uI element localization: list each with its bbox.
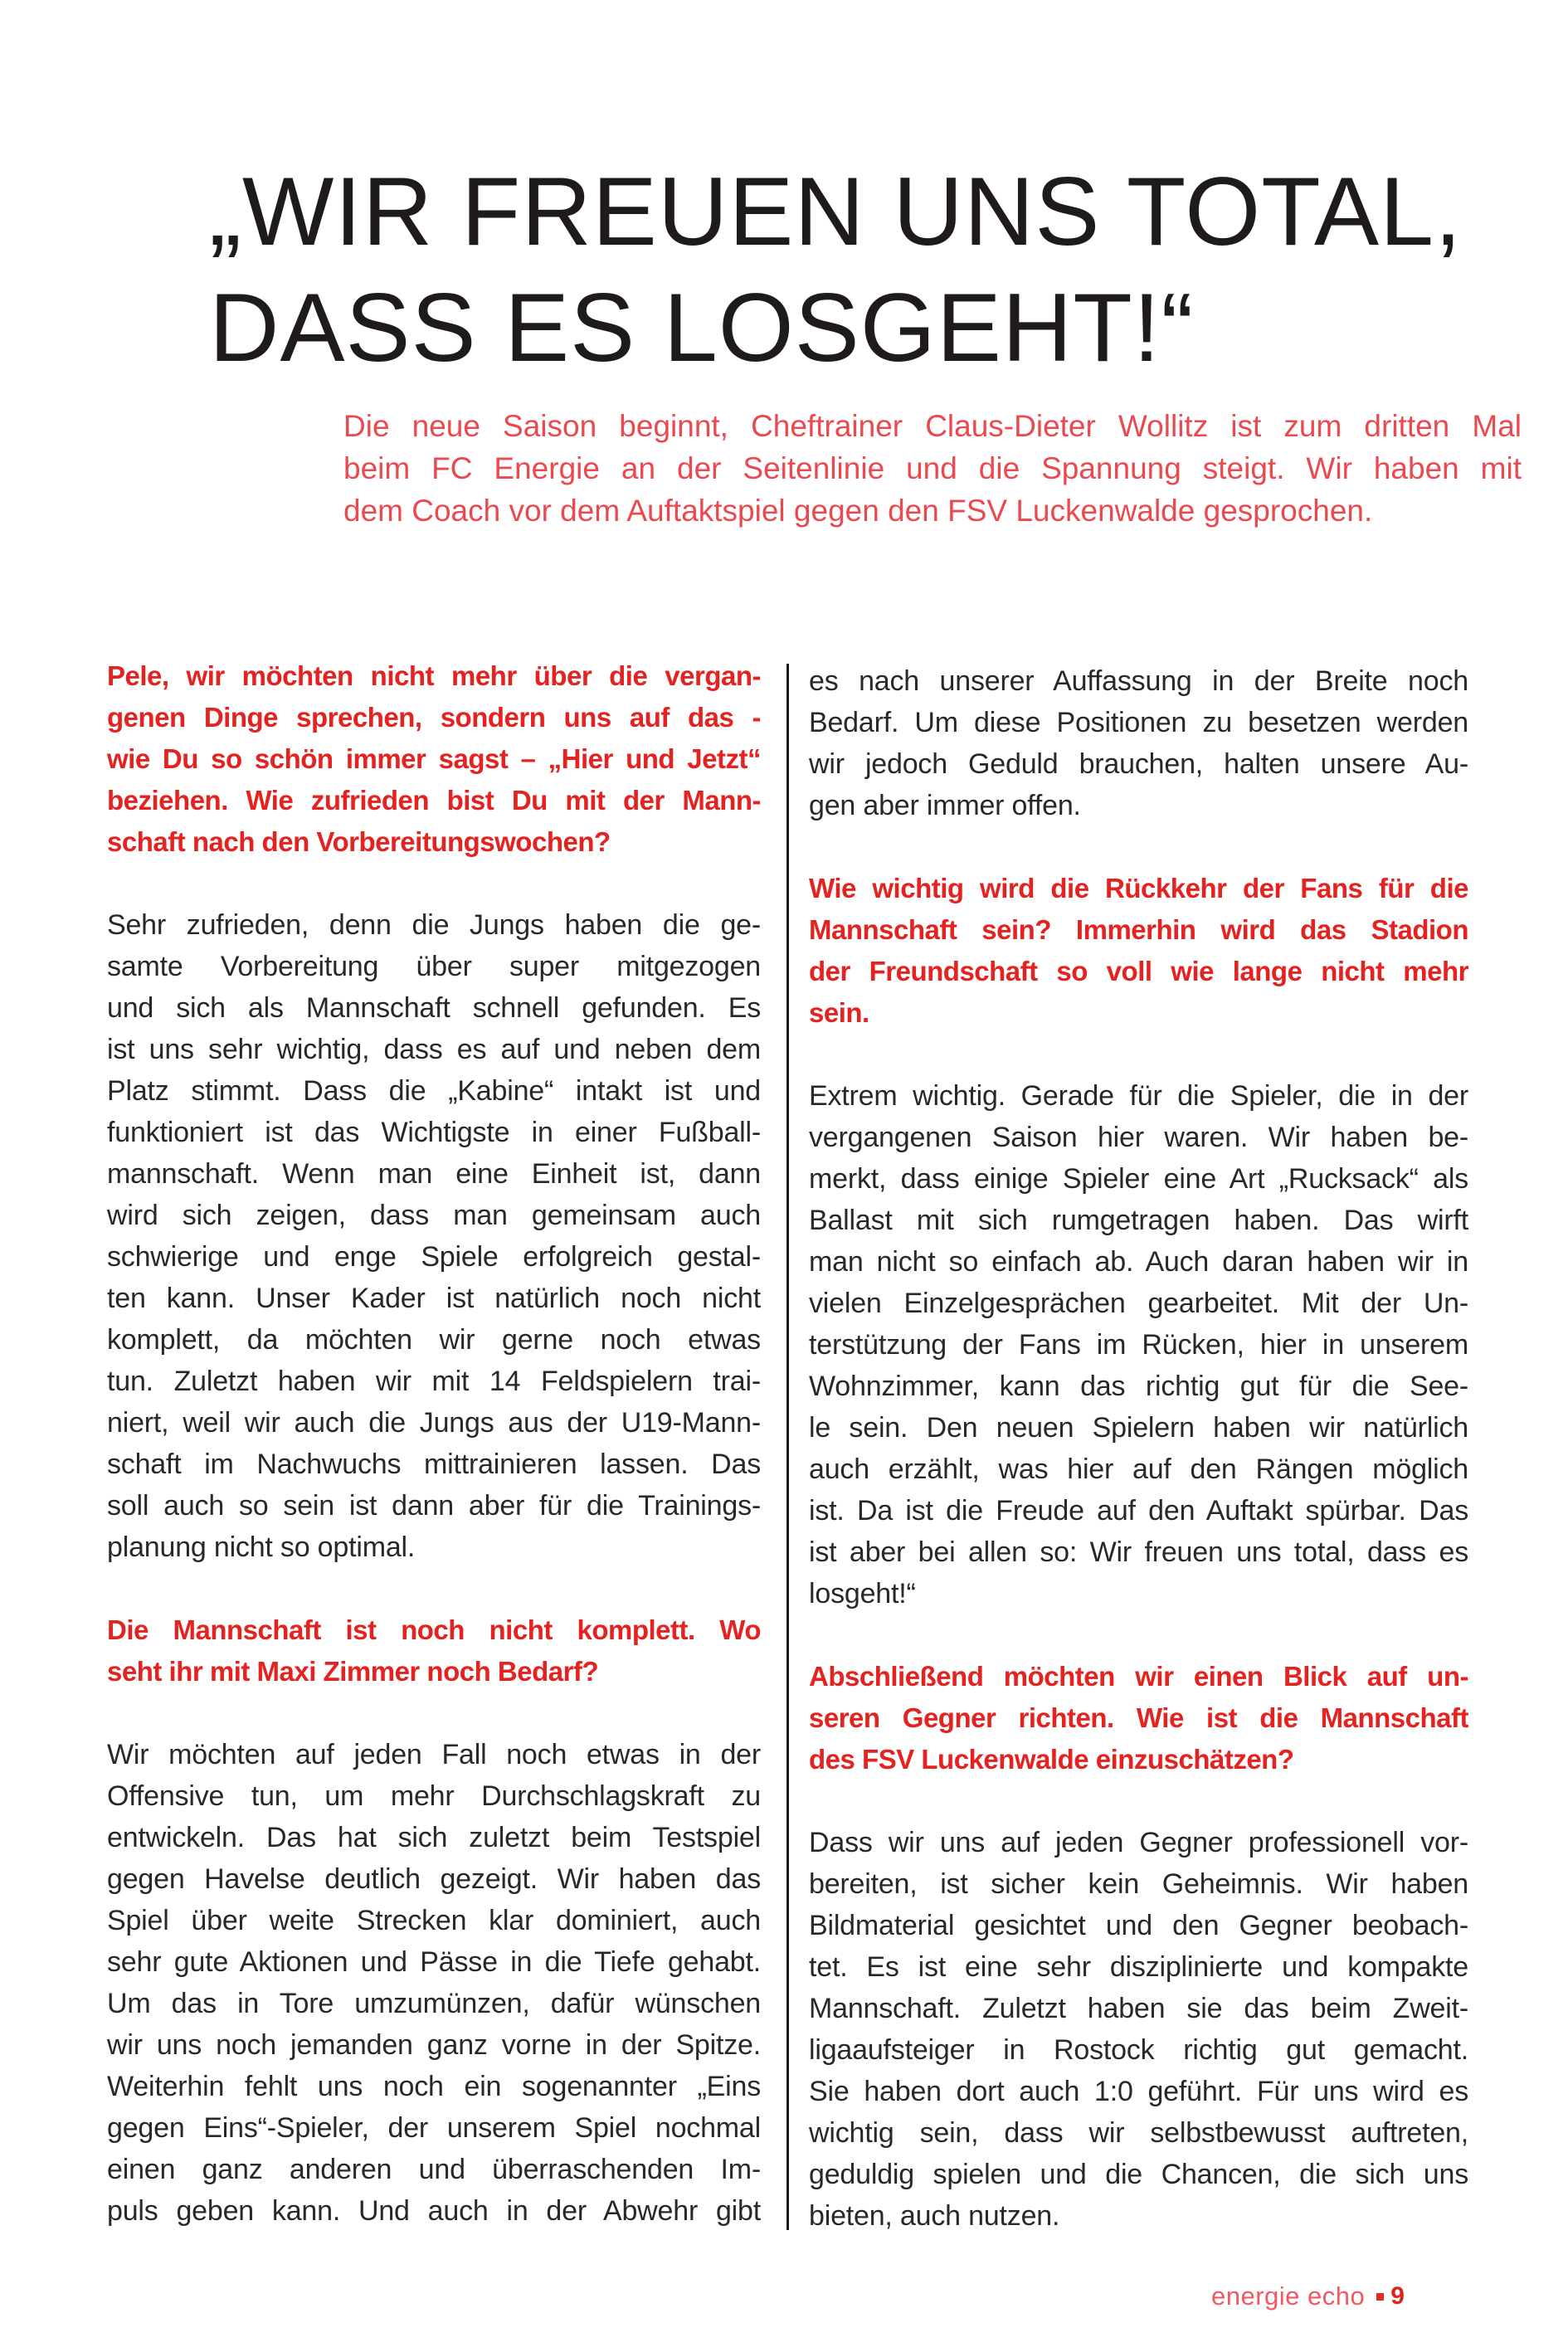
text-line: ligaaufsteiger in Rostock richtig gut gemacht. — [809, 2034, 1468, 2066]
page-footer — [1211, 2280, 1405, 2313]
text-line: und sich als Mannschaft schnell gefunden. Es — [107, 992, 761, 1024]
text-line: le sein. Den neuen Spielern haben wir natürlich — [809, 1412, 1468, 1444]
headline — [209, 153, 1463, 386]
question-paragraph — [809, 1656, 1468, 1780]
text-line: dem Coach vor dem Auftaktspiel gegen den FSV Luckenwalde gesprochen. — [343, 494, 1373, 528]
text-line: einen ganz anderen und überraschenden Im- — [107, 2154, 761, 2185]
text-line: terstützung der Fans im Rücken, hier in unserem — [809, 1329, 1468, 1361]
text-line: gegen Havelse deutlich gezeigt. Wir haben das — [107, 1863, 761, 1895]
text-line: Mannschaft. Zuletzt haben sie das beim Zweit- — [809, 1993, 1468, 2024]
text-line: der Freundschaft so voll wie lange nicht mehr — [809, 956, 1468, 986]
text-line: sehr gute Aktionen und Pässe in die Tiefe gehabt. — [107, 1946, 761, 1978]
question-paragraph — [107, 655, 761, 863]
text-line: Wohnzimmer, kann das richtig gut für die See- — [809, 1371, 1468, 1402]
text-line: schwierige und enge Spiele erfolgreich gestal- — [107, 1241, 761, 1273]
text-line: merkt, dass einige Spieler eine Art „Rucksack“ als — [809, 1163, 1468, 1195]
question-paragraph — [107, 1609, 761, 1692]
text-line: es nach unserer Auffassung in der Breite noch — [809, 665, 1468, 697]
text-line: Weiterhin fehlt uns noch ein sogenannter „Eins — [107, 2071, 761, 2102]
red-square-icon — [1376, 2293, 1384, 2301]
text-line: puls geben kann. Und auch in der Abwehr gibt — [107, 2195, 761, 2227]
text-line: Offensive tun, um mehr Durchschlagskraft zu — [107, 1780, 761, 1812]
text-line: tun. Zuletzt haben wir mit 14 Feldspielern trai- — [107, 1366, 761, 1397]
text-line: seht ihr mit Maxi Zimmer noch Bedarf? — [107, 1656, 599, 1687]
text-line: Um das in Tore umzumünzen, dafür wünschen — [107, 1988, 761, 2019]
page-number: 9 — [1390, 2282, 1405, 2310]
text-line: wir jedoch Geduld brauchen, halten unsere Au- — [809, 748, 1468, 780]
text-line: samte Vorbereitung über super mitgezogen — [107, 951, 761, 982]
article-right-column — [809, 660, 1468, 2237]
text-line: Extrem wichtig. Gerade für die Spieler, die in der — [809, 1080, 1468, 1112]
text-line: wichtig sein, dass wir selbstbewusst auftreten, — [809, 2117, 1468, 2149]
text-line: Sie haben dort auch 1:0 geführt. Für uns wird es — [809, 2076, 1468, 2107]
text-line: Ballast mit sich rumgetragen haben. Das wirft — [809, 1205, 1468, 1236]
text-line: ist uns sehr wichtig, dass es auf und neben dem — [107, 1034, 761, 1065]
text-line: vielen Einzelgesprächen gearbeitet. Mit der Un- — [809, 1288, 1468, 1319]
text-line: Mannschaft sein? Immerhin wird das Stadion — [809, 914, 1468, 945]
text-line: sein. — [809, 997, 869, 1028]
text-line: vergangenen Saison hier waren. Wir haben be- — [809, 1122, 1468, 1153]
text-line: schaft im Nachwuchs mittrainieren lassen. Das — [107, 1449, 761, 1480]
answer-paragraph — [809, 1822, 1468, 2237]
text-line: komplett, da möchten wir gerne noch etwas — [107, 1324, 761, 1356]
text-line: genen Dinge sprechen, sondern uns auf das - — [107, 702, 761, 733]
headline-line-1: „WIR FREUEN UNS TOTAL, — [209, 157, 1463, 265]
text-line: ist aber bei allen so: Wir freuen uns total, dass es — [809, 1536, 1468, 1568]
text-line: Sehr zufrieden, denn die Jungs haben die ge- — [107, 909, 761, 941]
text-line: Bedarf. Um diese Positionen zu besetzen werden — [809, 707, 1468, 738]
text-line: beziehen. Wie zufrieden bist Du mit der Mann- — [107, 785, 761, 816]
text-line: bereiten, ist sicher kein Geheimnis. Wir haben — [809, 1868, 1468, 1900]
text-line: losgeht!“ — [809, 1578, 916, 1609]
text-line: man nicht so einfach ab. Auch daran haben wir in — [809, 1246, 1468, 1278]
text-line: des FSV Luckenwalde einzuschätzen? — [809, 1744, 1294, 1775]
text-line: Spiel über weite Strecken klar dominiert, auch — [107, 1905, 761, 1936]
column-divider — [786, 664, 789, 2230]
answer-paragraph — [809, 1075, 1468, 1614]
text-line: niert, weil wir auch die Jungs aus der U19-Mann- — [107, 1407, 761, 1439]
text-line: Platz stimmt. Dass die „Kabine“ intakt ist und — [107, 1075, 761, 1107]
article-lead-text — [343, 405, 1522, 532]
text-line: funktioniert ist das Wichtigste in einer Fußball- — [107, 1117, 761, 1148]
text-line: mannschaft. Wenn man eine Einheit ist, dann — [107, 1158, 761, 1190]
text-line: ist. Da ist die Freude auf den Auftakt spürbar. Das — [809, 1495, 1468, 1527]
text-line: wir uns noch jemanden ganz vorne in der Spitze. — [107, 2029, 761, 2061]
text-line: ten kann. Unser Kader ist natürlich noch nicht — [107, 1283, 761, 1314]
text-line: Wir möchten auf jeden Fall noch etwas in der — [107, 1739, 761, 1770]
question-paragraph — [809, 868, 1468, 1034]
text-line: gen aber immer offen. — [809, 790, 1081, 821]
answer-paragraph — [107, 1734, 761, 2232]
answer-paragraph — [107, 904, 761, 1568]
text-line: soll auch so sein ist dann aber für die Trainings- — [107, 1490, 761, 1522]
text-line: geduldig spielen und die Chancen, die sich uns — [809, 2159, 1468, 2190]
text-line: seren Gegner richten. Wie ist die Mannschaft — [809, 1702, 1468, 1733]
text-line: Dass wir uns auf jeden Gegner professionell vor- — [809, 1827, 1468, 1858]
text-line: auch erzählt, was hier auf den Rängen möglich — [809, 1454, 1468, 1485]
text-line: Pele, wir möchten nicht mehr über die vergan- — [107, 660, 761, 691]
text-line: Bildmaterial gesichtet und den Gegner beobach- — [809, 1910, 1468, 1941]
text-line: wie Du so schön immer sagst – „Hier und Jetzt“ — [107, 743, 761, 774]
text-line: Die neue Saison beginnt, Cheftrainer Claus-Dieter Wollitz ist zum dritten Mal — [343, 409, 1522, 443]
text-line: Die Mannschaft ist noch nicht komplett. Wo — [107, 1614, 761, 1645]
magazine-name: energie echo — [1211, 2281, 1366, 2311]
text-line: bieten, auch nutzen. — [809, 2200, 1060, 2232]
text-line: wird sich zeigen, dass man gemeinsam auch — [107, 1200, 761, 1231]
text-line: Wie wichtig wird die Rückkehr der Fans für die — [809, 873, 1468, 903]
text-line: Abschließend möchten wir einen Blick auf un- — [809, 1661, 1468, 1692]
text-line: tet. Es ist eine sehr disziplinierte und kompakte — [809, 1951, 1468, 1983]
answer-paragraph — [809, 660, 1468, 826]
text-line: schaft nach den Vorbereitungswochen? — [107, 826, 611, 857]
text-line: entwickeln. Das hat sich zuletzt beim Testspiel — [107, 1822, 761, 1853]
text-line: beim FC Energie an der Seitenlinie und die Spannung steigt. Wir haben mit — [343, 451, 1522, 485]
article-left-column — [107, 655, 761, 2232]
text-line: planung nicht so optimal. — [107, 1531, 416, 1563]
headline-line-2: DASS ES LOSGEHT!“ — [209, 273, 1195, 382]
text-line: gegen Eins“-Spieler, der unserem Spiel nochmal — [107, 2112, 761, 2144]
